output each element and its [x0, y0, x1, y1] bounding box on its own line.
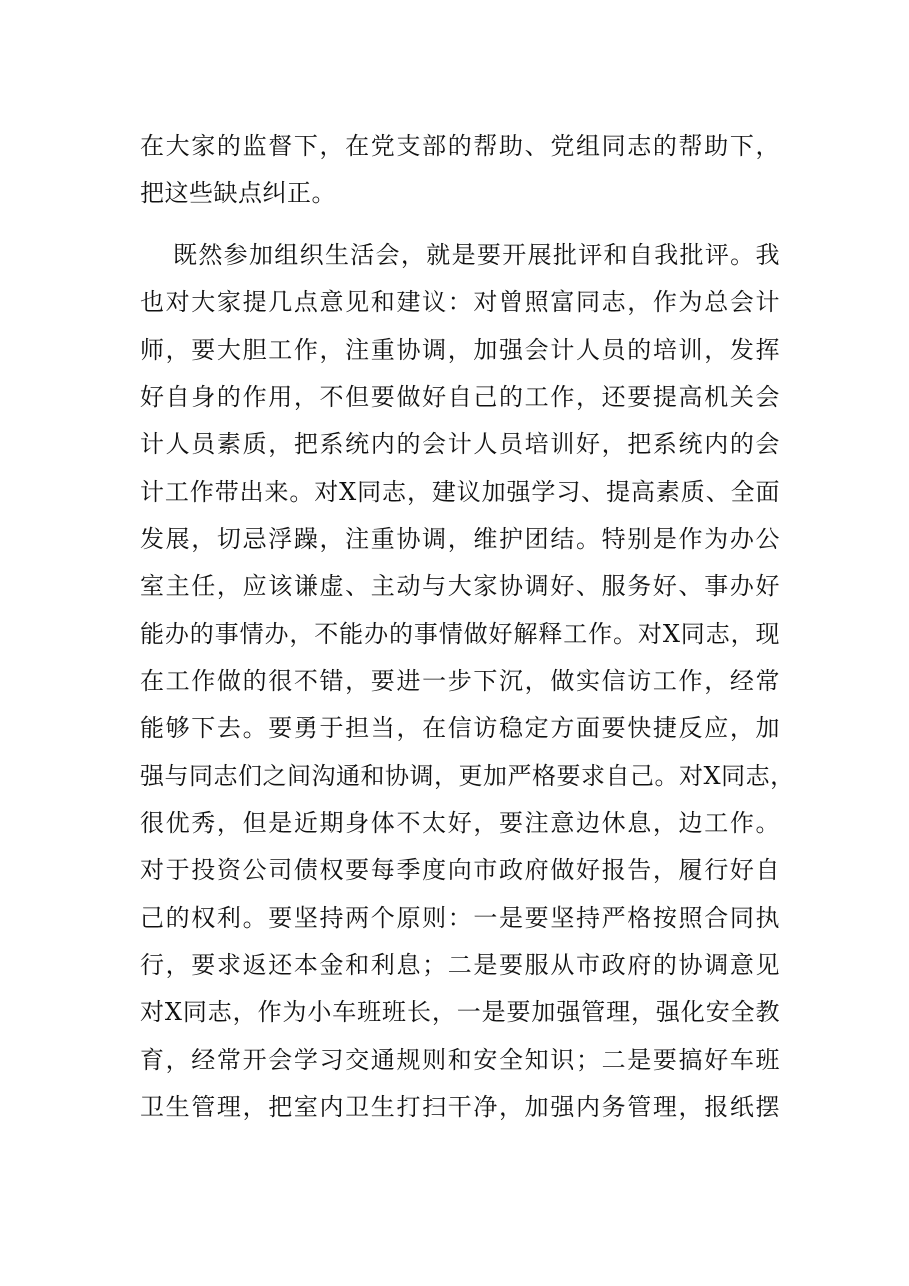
paragraph-2-line-5: 计人员素质，把系统内的会计人员培训好，把系统内的会	[140, 430, 780, 458]
paragraph-2-line-7: 发展，切忌浮躁，注重协调，维护团结。特别是作为办公	[140, 525, 780, 553]
paragraph-2-line-4: 好自身的作用，不但要做好自己的工作，还要提高机关会	[140, 383, 780, 411]
paragraph-2-line-3: 师，要大胆工作，注重协调，加强会计人员的培训，发挥	[140, 336, 780, 364]
paragraph-2-line-16: 行，要求返还本金和利息；二是要服从市政府的协调意见	[140, 951, 780, 979]
paragraph-2-line-17: 对X同志，作为小车班班长，一是要加强管理，强化安全教	[140, 998, 780, 1026]
paragraph-2-line-11: 能够下去。要勇于担当，在信访稳定方面要快捷反应，加	[140, 714, 780, 742]
paragraph-2-line-1: 既然参加组织生活会，就是要开展批评和自我批评。我	[173, 241, 780, 269]
paragraph-2-line-18: 育，经常开会学习交通规则和安全知识；二是要搞好车班	[140, 1046, 780, 1074]
paragraph-1-line-2: 把这些缺点纠正。	[140, 179, 336, 207]
paragraph-2-line-8: 室主任，应该谦虚、主动与大家协调好、服务好、事办好	[140, 572, 780, 600]
paragraph-2-line-13: 很优秀，但是近期身体不太好，要注意边休息，边工作。	[140, 809, 780, 837]
paragraph-2-line-14: 对于投资公司债权要每季度向市政府做好报告，履行好自	[140, 856, 780, 884]
paragraph-2-line-6: 计工作带出来。对X同志，建议加强学习、提高素质、全面	[140, 478, 780, 506]
paragraph-2-line-15: 己的权利。要坚持两个原则：一是要坚持严格按照合同执	[140, 904, 780, 932]
paragraph-2-line-12: 强与同志们之间沟通和协调，更加严格要求自己。对X同志，	[140, 762, 795, 790]
paragraph-2-line-9: 能办的事情办，不能办的事情做好解释工作。对X同志，现	[140, 620, 780, 648]
paragraph-2-line-2: 也对大家提几点意见和建议：对曾照富同志，作为总会计	[140, 288, 780, 316]
paragraph-1-line-1: 在大家的监督下，在党支部的帮助、党组同志的帮助下，	[140, 132, 780, 160]
paragraph-2-line-10: 在工作做的很不错，要进一步下沉，做实信访工作，经常	[140, 667, 780, 695]
paragraph-2-line-19: 卫生管理，把室内卫生打扫干净，加强内务管理，报纸摆	[140, 1093, 780, 1121]
